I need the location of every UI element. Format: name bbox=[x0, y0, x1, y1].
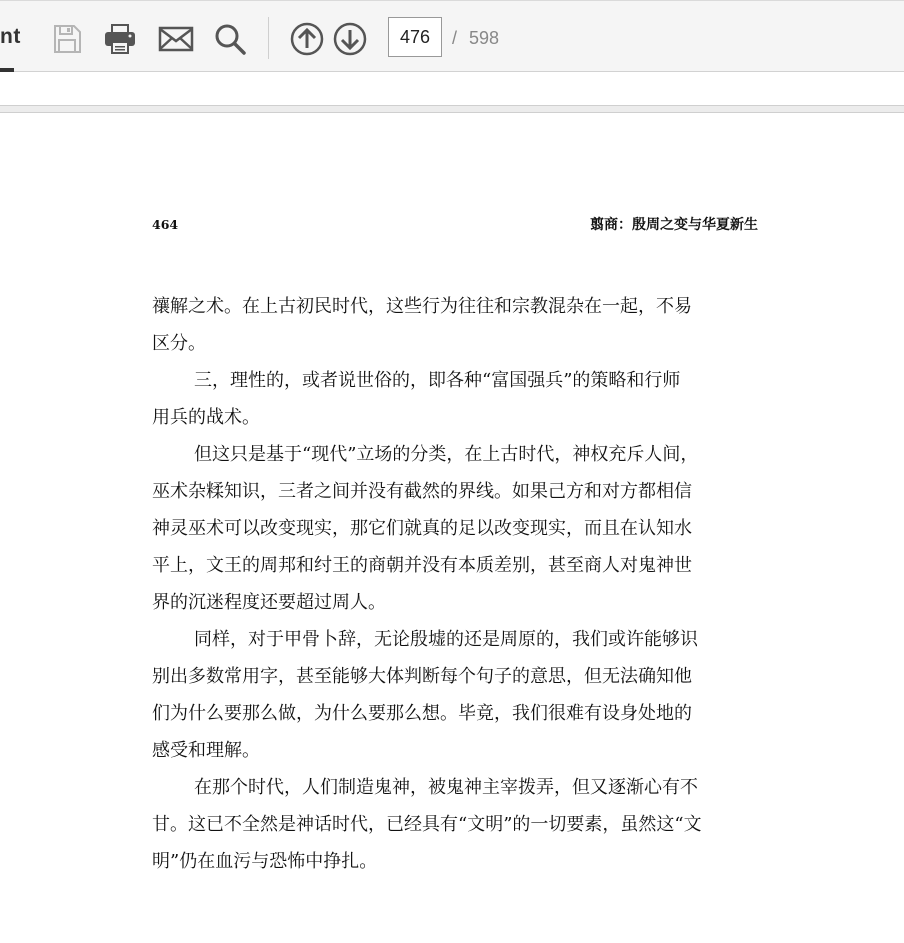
toolbar-separator bbox=[268, 17, 269, 59]
document-page bbox=[0, 113, 904, 943]
running-head bbox=[152, 213, 758, 235]
text-line: 界的沉迷程度还要超过周人。 bbox=[152, 592, 386, 613]
text-line: 们为什么要那么做，为什么要那么想。毕竟，我们很难有设身处地的 bbox=[152, 703, 692, 724]
print-button[interactable] bbox=[102, 21, 138, 57]
save-icon bbox=[51, 23, 83, 55]
text-line: 平上，文王的周邦和纣王的商朝并没有本质差别，甚至商人对鬼神世 bbox=[152, 555, 692, 576]
search-icon bbox=[212, 21, 248, 57]
text-line: 用兵的战术。 bbox=[152, 407, 260, 428]
text-line: 巫术杂糅知识，三者之间并没有截然的界线。如果己方和对方都相信 bbox=[152, 481, 692, 502]
text-line: 神灵巫术可以改变现实，那它们就真的足以改变现实，而且在认知水 bbox=[152, 518, 692, 539]
text-line: 感受和理解。 bbox=[152, 740, 260, 761]
printed-page-number: 464 bbox=[152, 217, 179, 232]
viewer-border bbox=[0, 105, 904, 113]
text-line: 在那个时代，人们制造鬼神，被鬼神主宰拨弄，但又逐渐心有不 bbox=[194, 777, 698, 798]
total-pages-label: 598 bbox=[469, 28, 500, 48]
previous-page-button[interactable] bbox=[289, 21, 325, 57]
body-text bbox=[152, 288, 758, 880]
text-line: 三，理性的，或者说世俗的，即各种“富国强兵”的策略和行师 bbox=[194, 370, 681, 391]
printer-icon bbox=[102, 21, 138, 57]
page-number-input[interactable] bbox=[388, 17, 442, 57]
running-head-title: 翦商：殷周之变与华夏新生 bbox=[590, 217, 758, 233]
envelope-icon bbox=[158, 21, 194, 57]
page-count-separator: / bbox=[452, 28, 458, 48]
secondary-toolbar bbox=[0, 72, 904, 105]
email-button[interactable] bbox=[158, 21, 194, 57]
find-button[interactable] bbox=[212, 21, 248, 57]
arrow-up-circle-icon bbox=[289, 21, 325, 57]
save-button[interactable] bbox=[49, 21, 85, 57]
toolbar bbox=[0, 0, 904, 72]
text-line: 区分。 bbox=[152, 333, 206, 354]
text-line: 明”仍在血污与恐怖中挣扎。 bbox=[152, 851, 378, 872]
text-line: 但这只是基于“现代”立场的分类，在上古时代，神权充斥人间， bbox=[194, 444, 699, 465]
text-line: 别出多数常用字，甚至能够大体判断每个句子的意思，但无法确知他 bbox=[152, 666, 692, 687]
ribbon-tab-partial[interactable]: nt bbox=[0, 25, 21, 48]
text-line: 禳解之术。在上古初民时代，这些行为往往和宗教混杂在一起，不易 bbox=[152, 296, 692, 317]
text-line: 同样，对于甲骨卜辞，无论殷墟的还是周原的，我们或许能够识 bbox=[194, 629, 698, 650]
arrow-down-circle-icon bbox=[332, 21, 368, 57]
next-page-button[interactable] bbox=[332, 21, 368, 57]
text-line: 甘。这已不全然是神话时代，已经具有“文明”的一切要素，虽然这“文 bbox=[152, 814, 702, 835]
